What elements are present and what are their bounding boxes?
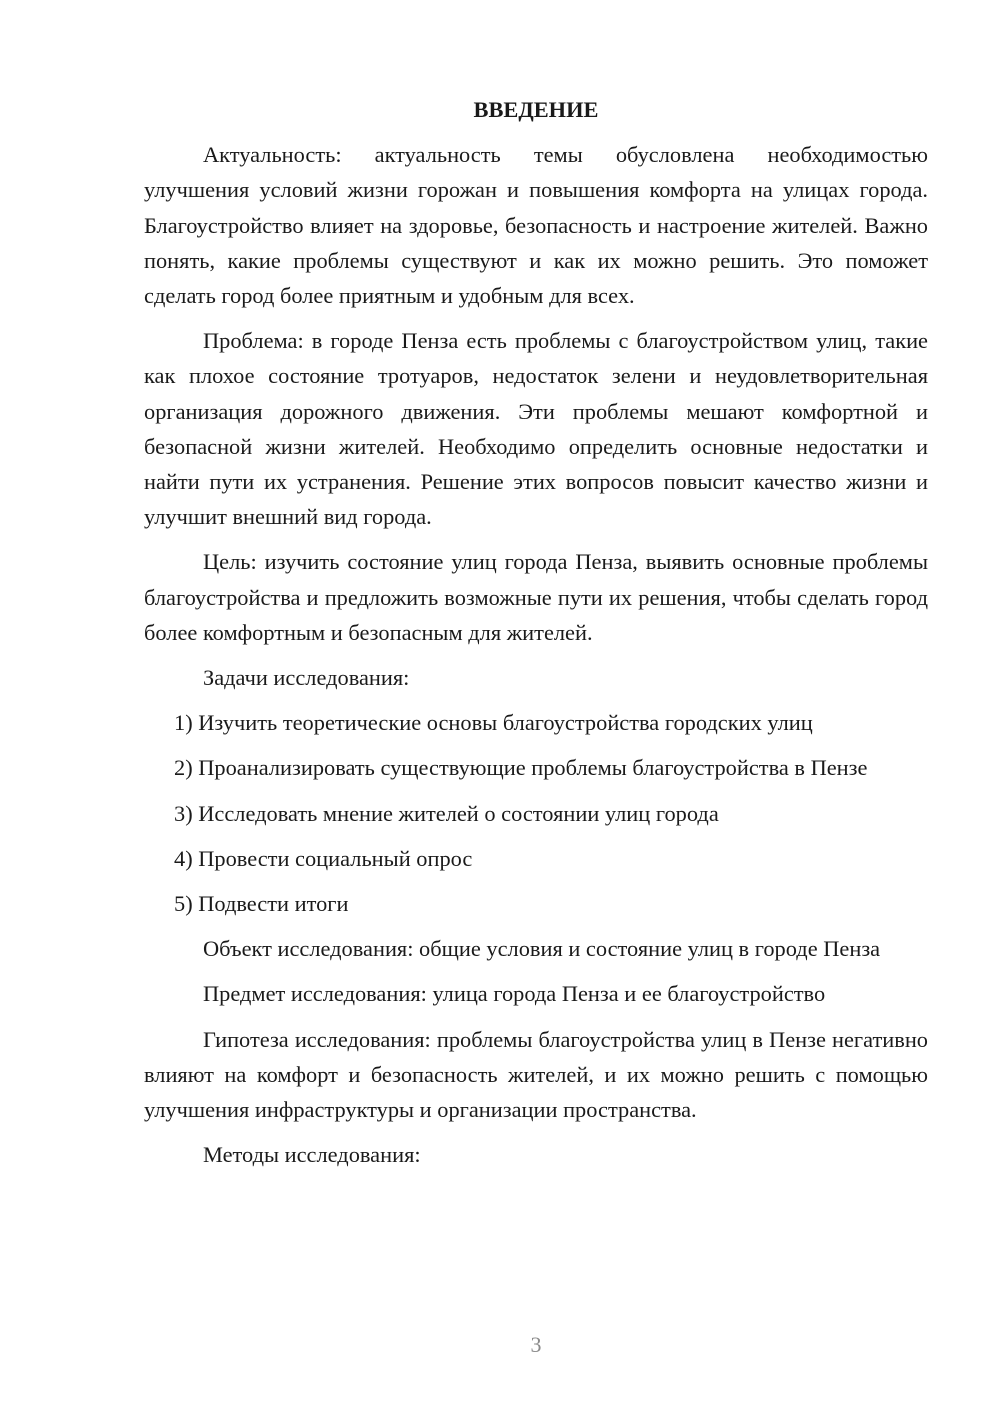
subject-paragraph: Предмет исследования: улица города Пенза и ее благоустройство bbox=[203, 981, 826, 1007]
document-page bbox=[144, 92, 928, 1182]
page-title: ВВЕДЕНИЕ bbox=[473, 97, 599, 122]
page-number: 3 bbox=[530, 1332, 542, 1357]
task-item: 5) Подвести итоги bbox=[174, 891, 349, 917]
task-item: 1) Изучить теоретические основы благоустройства городских улиц bbox=[174, 710, 813, 736]
relevance-paragraph: Актуальность: актуальность темы обусловлена необходимостью улучшения условий жизни горожан и повышения комфорта на улицах города. Благоустройство влияет на здоровье, безопасность и настроение жителей. Важно понять, какие проблемы существуют и как их можно решить. Это поможет сделать город более приятным и удобным для всех. bbox=[144, 142, 928, 309]
object-paragraph: Объект исследования: общие условия и состояние улиц в городе Пенза bbox=[203, 936, 881, 962]
task-item: 2) Проанализировать существующие проблемы благоустройства в Пензе bbox=[174, 755, 868, 781]
hypothesis-paragraph: Гипотеза исследования: проблемы благоустройства улиц в Пензе негативно влияют на комфорт и безопасность жителей, и их можно решить с помощью улучшения инфраструктуры и организации пространства. bbox=[144, 1026, 928, 1123]
problem-paragraph: Проблема: в городе Пенза есть проблемы с благоустройством улиц, такие как плохое состояние тротуаров, недостаток зелени и неудовлетворительная организация дорожного движения. Эти проблемы мешают комфортной и безопасной жизни жителей. Необходимо определить основные недостатки и найти пути их устранения. Решение этих вопросов повысит качество жизни и улучшит внешний вид города. bbox=[144, 328, 928, 530]
methods-heading: Методы исследования: bbox=[203, 1142, 421, 1168]
tasks-heading: Задачи исследования: bbox=[203, 665, 410, 691]
goal-paragraph: Цель: изучить состояние улиц города Пенза, выявить основные проблемы благоустройства и предложить возможные пути их решения, чтобы сделать город более комфортным и безопасным для жителей. bbox=[144, 549, 928, 645]
task-item: 4) Провести социальный опрос bbox=[174, 845, 473, 871]
task-item: 3) Исследовать мнение жителей о состоянии улиц города bbox=[174, 800, 719, 826]
